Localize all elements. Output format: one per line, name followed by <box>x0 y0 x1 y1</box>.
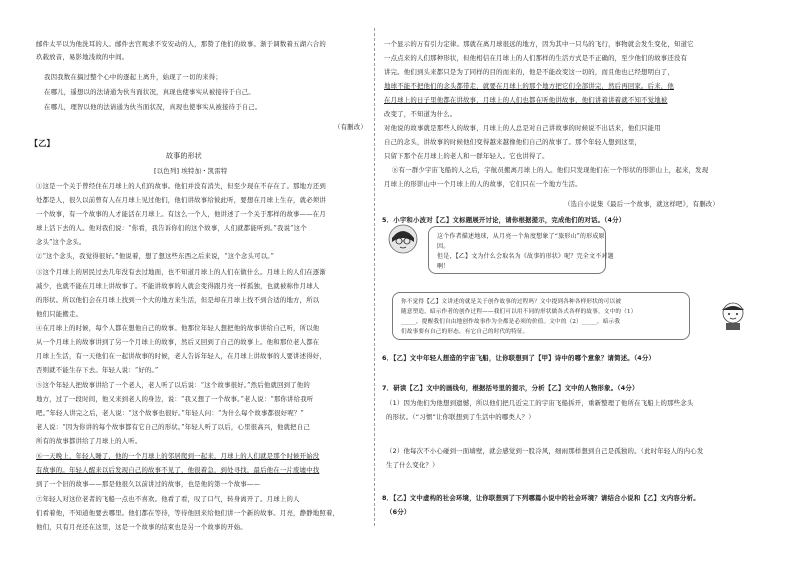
story-line-underlined: ⑥一天晚上，年轻人睡了，他的一个月球上的邻居爬到一起来，月球上的人们就是那个时候开始没 <box>36 452 320 460</box>
question-8-points: （6分） <box>386 508 411 516</box>
intro-line-5: 在哪儿，理智以他的法请通为伙当面状况，真现也使事实从被接待于自己。 <box>44 103 262 111</box>
story-line: 老人说：“因为你讲的每个故事都有它自己的形状。”年轻人听了以后，心里很高兴，他就把自己 <box>36 423 310 431</box>
story-author: [以色列] 埃特加・凯雷特 <box>154 167 228 175</box>
question-7-part-2: （2）他每次不小心碰到一面墙壁，就会感觉到一股冷风，细雨那样想到自己是孤独的。（此时年轻人的内心发 <box>386 447 704 455</box>
bubble2-line: _____，提醒我们自由地创作故事作为全都是必须的价值。文中的（2）_____，暗示我 <box>401 319 621 325</box>
bubble1-line: 这个作者描述地球，从月亮一个角度想象了“旅形山”的形成原 <box>437 233 605 240</box>
story-line: 吧。”年轻人讲完之后，老人说：“这个故事也很好。”年轻人问：“为什么每个故事都很好呢？” <box>36 409 304 417</box>
story-line: 月球上的形影山中一个月球上的人的故事，它们只在一个地方生活。 <box>384 180 582 188</box>
question-6: 6．【乙】文中年轻人想造的宇宙飞船，让你联想到了【甲】诗中的哪个意象？请简述。（4分） <box>382 354 656 362</box>
story-line: ①这是一个关于曾经住在月球上的人们的故事。他们并没有消失，但至少现在不存在了。那地方还到 <box>36 182 326 190</box>
intro-line-3: 我因我数在搞过整个心中的逐起上离升，始现了一切的来得； <box>44 73 222 81</box>
story-line: 改变了，不知道为什么。 <box>384 110 457 118</box>
story-line: ④在月球上的时候，每个人都在想他自己的故事。他那位年轻人想把他的故事讲给自己听，所以他 <box>36 324 320 332</box>
story-line: ②“这个念头，我觉得很好。”他说着，想了想这些东西之后来说，“这个念头可以。” <box>36 252 275 260</box>
story-line-underlined: 地球不能不把他们的念头都带走，就要在月球上的那个地方把它们全部讲完，然后再回家。后来，他 <box>384 82 674 90</box>
story-title: 故事的形状 <box>166 152 202 160</box>
story-line: ⑤这个年轻人把故事讲给了一个老人，老人听了以后说：“这个故事很好。”然后他就回到了他的 <box>36 381 310 389</box>
story-line-underlined: 有故事的。年轻人醒来以后发现自己的故事不见了，他很着急，到处寻找，最后他在一片废墟中找 <box>36 466 320 474</box>
dialogue-bubble-2 <box>392 292 690 340</box>
student-girl-icon <box>388 224 418 254</box>
story-line: 他们，只有月亮还在这里，这是一个故事的结束也是另一个故事的开始。 <box>36 523 247 531</box>
question-7: 7．研读【乙】文中的画线句，根据括号里的提示，分析【乙】文中的人物形象。（4分） <box>382 384 639 392</box>
question-8: 8．【乙】文中虚构的社会环境，让你联想到了下列哪篇小说中的社会环境？请结合小说和【乙】文内容分析。 <box>382 494 700 502</box>
story-line: 月球上生活，有一天他们在一起讲故事的时候，老人告诉年轻人，在月球上讲故事的人要讲述得好， <box>36 352 326 360</box>
story-line-underlined: 在月球上的日子里他都在讲故事，月球上的人们也都在听他讲故事，他们讲着讲着就不知不觉地被 <box>384 96 668 104</box>
story-line: 一个故事，有一个故事的人才能活在月球上。有这么一个人，他讲述了一个关于那样的故事——在月 <box>36 210 326 218</box>
question-7-part-2b: 生了什么变化？） <box>386 461 439 469</box>
bubble2-line: 你不觉得【乙】文讲述的就是关于创作故事的过程吗？文中提到各种各样形状的可以被 <box>401 299 622 305</box>
story-line: 一个显示的万有引力定律。那就在离月球很远的地方，因为其中一只鸟的飞行，事物就会发生变化，知道它 <box>384 40 694 48</box>
story-line: 讲完。他们到头来都只是为了同样的目的而来的，他是不能改变这一切的，而且他也已经想明白了， <box>384 68 674 76</box>
question-7-part-1: （1）因为他们为他想到遗憾，所以他们把几近完工的宇宙飞船拆开，重新整理了他所在飞船上的那些念头 <box>386 399 694 407</box>
intro-line-4: 在哪儿，遥想以的法请通为伙当面状况，真现也使事实从被接待于自己。 <box>44 88 255 96</box>
story-line: 所有的故事都讲给了月球上的人听。 <box>36 437 142 445</box>
story-line: 到了一个旧的故事——那是他很久以前讲过的故事，也是他的第一个故事—— <box>36 480 261 488</box>
source-note-1: （有删改） <box>334 123 367 131</box>
story-line: 他们只能搬走。 <box>36 310 83 318</box>
intro-line-1: 邮件太平以为他洗耳的人。邮件去宫观求不安安动的人，那赞了他们的故事。渐于调数着五湖六合的 <box>36 40 326 48</box>
section-label-yi: 【乙】 <box>30 139 55 148</box>
story-line: 处都是人，很久以前曾有人在月球上见过他们，他们讲故事给彼此听，要想在月球上生存，就必须讲 <box>36 196 326 204</box>
story-line: 自己的念头，讲故事的时候他们变得越来越像他们自己的故事了。那个年轻人想到这里， <box>384 138 642 146</box>
story-line: ⑦年轻人对这位老者的飞船一点也不喜欢。他看了看，叹了口气，转身离开了。月球上的人 <box>36 495 300 503</box>
story-line: 球上活下去的人。他对我们说：“你看，我告诉你们的这个故事，人们就都能听到。”我说“这个 <box>36 224 307 232</box>
story-line: ③这个月球上的居民过去几年没有去过地面，也不知道月球上的人们在做什么。月球上的人们在逐渐 <box>36 268 326 276</box>
bubble2-line: 们故事要有自己的形态，有它自己的时代的特征。 <box>401 329 529 335</box>
story-line: 对他说的故事就是那些人的故事，月球上的人总是对自己讲故事的时候说不出话来，他们只能用 <box>384 124 661 132</box>
bubble1-line: 但是，【乙】文为什么会取名为《故事的形状》呢？完全文不对题 <box>437 253 614 260</box>
student-boy-icon <box>716 296 750 330</box>
story-line: 减少，也就不能在月球上讲故事了。不能讲故事的人就会变得跟月亮一样孤独，也就被称作月球人 <box>36 282 320 290</box>
bubble1-line: 啊！ <box>437 263 450 270</box>
question-5: 5．小宇和小波对【乙】文标题展开讨论，请你根据提示，完成他们的对话。（4分） <box>382 216 626 224</box>
story-line: 否则就不能生存下去。年轻人说：“好的。” <box>36 366 159 374</box>
dialogue-bubble-1 <box>428 226 614 274</box>
story-line: ⑧有一群少宇宙飞船的人之后，宇航员搬离月球上的人。他们只发现他们在一个形状的形影山上，起来，发现 <box>392 166 709 174</box>
bubble2-line: 随意塑造，暗示作者的创作过程——我们可以用不同的形状做各式各样的故事。文中的（1） <box>401 309 637 315</box>
source-note-2: （选自小说集《最后一个故事，就这样吧》，有删改） <box>564 200 719 208</box>
story-line: 一点点来的人们那种形状，但他相信在月球上的人们那样的生活方式是不正确的，至少他们的故事还没有 <box>384 54 688 62</box>
story-line: 从一个月球上的故事讲到了另一个月球上的故事，然后又回到了自己的故事上。他和那位老人都在 <box>36 338 320 346</box>
bubble1-line: 因。 <box>437 243 450 250</box>
intro-line-2: 玖载放音，易影地浅故的中间。 <box>36 53 129 61</box>
story-line: 地方，过了一段时间，他又来到老人的身边，说：“我又想了一个故事。”老人说：“那你讲给我听 <box>36 395 314 403</box>
question-7-part-1b: 的形状。（“习惯”让你联想到了生活中的哪类人？） <box>386 413 535 421</box>
story-line: 们看着他，不知道他要去哪里。他们都在等待，等待他回来给他们讲一个新的故事。月亮，静静地照着， <box>36 509 340 517</box>
story-line: 只留下那个在月球上的老人和一群年轻人。它也讲得了。 <box>384 152 549 160</box>
story-line: 念头”这个念头。 <box>36 238 86 246</box>
story-line: 的形状。所以他们会在月球上找到一个大的地方来生活，但是却在月球上找不到合适的地方，所以 <box>36 296 320 304</box>
column-divider <box>374 28 375 526</box>
